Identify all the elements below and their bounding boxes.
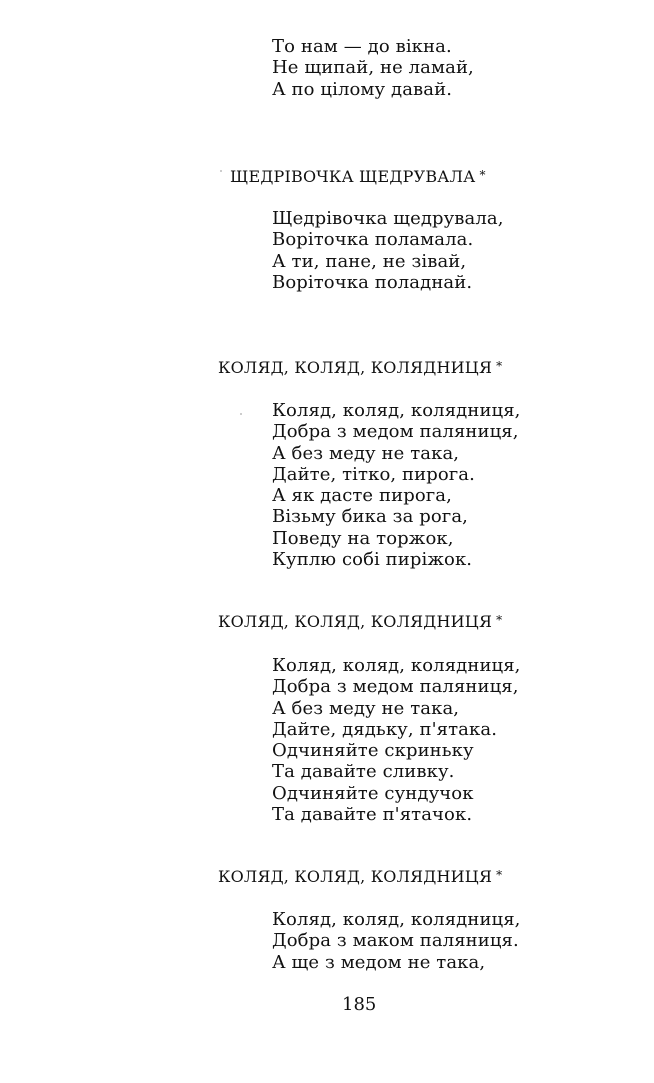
poem-title xyxy=(218,865,502,887)
verse-line: Візьму бика за рога, xyxy=(272,506,468,528)
verse-line: А ти, пане, не зівай, xyxy=(272,250,467,272)
verse-line: Одчиняйте скриньку xyxy=(272,740,474,762)
verse-line: А ще з медом не така, xyxy=(272,951,486,973)
verse-line: Коляд, коляд, колядниця, xyxy=(272,909,521,930)
verse-line: Не щипай, не ламай, xyxy=(272,57,474,79)
footnote-mark: * xyxy=(496,868,503,882)
verse-line: Воріточка поламала. xyxy=(272,229,474,251)
poem-title-text: КОЛЯД, КОЛЯД, КОЛЯДНИЦЯ xyxy=(218,612,493,631)
poem-title-text: КОЛЯД, КОЛЯД, КОЛЯДНИЦЯ xyxy=(218,358,493,377)
footnote-mark: * xyxy=(496,613,503,627)
verse-line: Та давайте п'ятачок. xyxy=(272,804,473,826)
poem-title xyxy=(230,165,486,187)
scan-speck xyxy=(220,170,222,172)
poem-verse xyxy=(272,208,504,293)
poem-title xyxy=(218,610,502,632)
poem-verse xyxy=(272,400,521,570)
verse-line: А по цілому давай. xyxy=(272,78,453,100)
intro-verse xyxy=(272,36,474,100)
verse-line: Куплю собі пиріжок. xyxy=(272,549,473,571)
verse-line: Добра з медом паляниця, xyxy=(272,676,519,698)
verse-line: А без меду не така, xyxy=(272,442,460,464)
verse-line: А без меду не така, xyxy=(272,697,460,719)
verse-line: Добра з медом паляниця, xyxy=(272,421,519,443)
poem-verse xyxy=(272,909,521,973)
verse-line: Коляд, коляд, колядниця, xyxy=(272,400,521,421)
verse-line: То нам — до вікна. xyxy=(272,36,452,57)
footnote-mark: * xyxy=(479,168,486,182)
page-number: 185 xyxy=(342,994,377,1015)
poem-title-text: КОЛЯД, КОЛЯД, КОЛЯДНИЦЯ xyxy=(218,867,493,886)
verse-line: Та давайте сливку. xyxy=(272,761,455,783)
verse-line: Коляд, коляд, колядниця, xyxy=(272,655,521,676)
verse-line: Дайте, дядьку, п'ятака. xyxy=(272,718,498,740)
verse-line: Дайте, тітко, пирога. xyxy=(272,463,475,485)
verse-line: Щедрівочка щедрувала, xyxy=(272,208,504,229)
verse-line: Добра з маком паляниця. xyxy=(272,930,519,952)
verse-line: Поведу на торжок, xyxy=(272,527,454,549)
poem-title xyxy=(218,356,502,378)
verse-line: Одчиняйте сундучок xyxy=(272,782,474,804)
poem-verse xyxy=(272,655,521,825)
verse-line: А як дасте пирога, xyxy=(272,485,452,507)
poem-title-text: ЩЕДРІВОЧКА ЩЕДРУВАЛА xyxy=(230,167,476,186)
footnote-mark: * xyxy=(496,359,503,373)
scan-speck xyxy=(240,413,242,415)
verse-line: Воріточка поладнай. xyxy=(272,271,473,293)
